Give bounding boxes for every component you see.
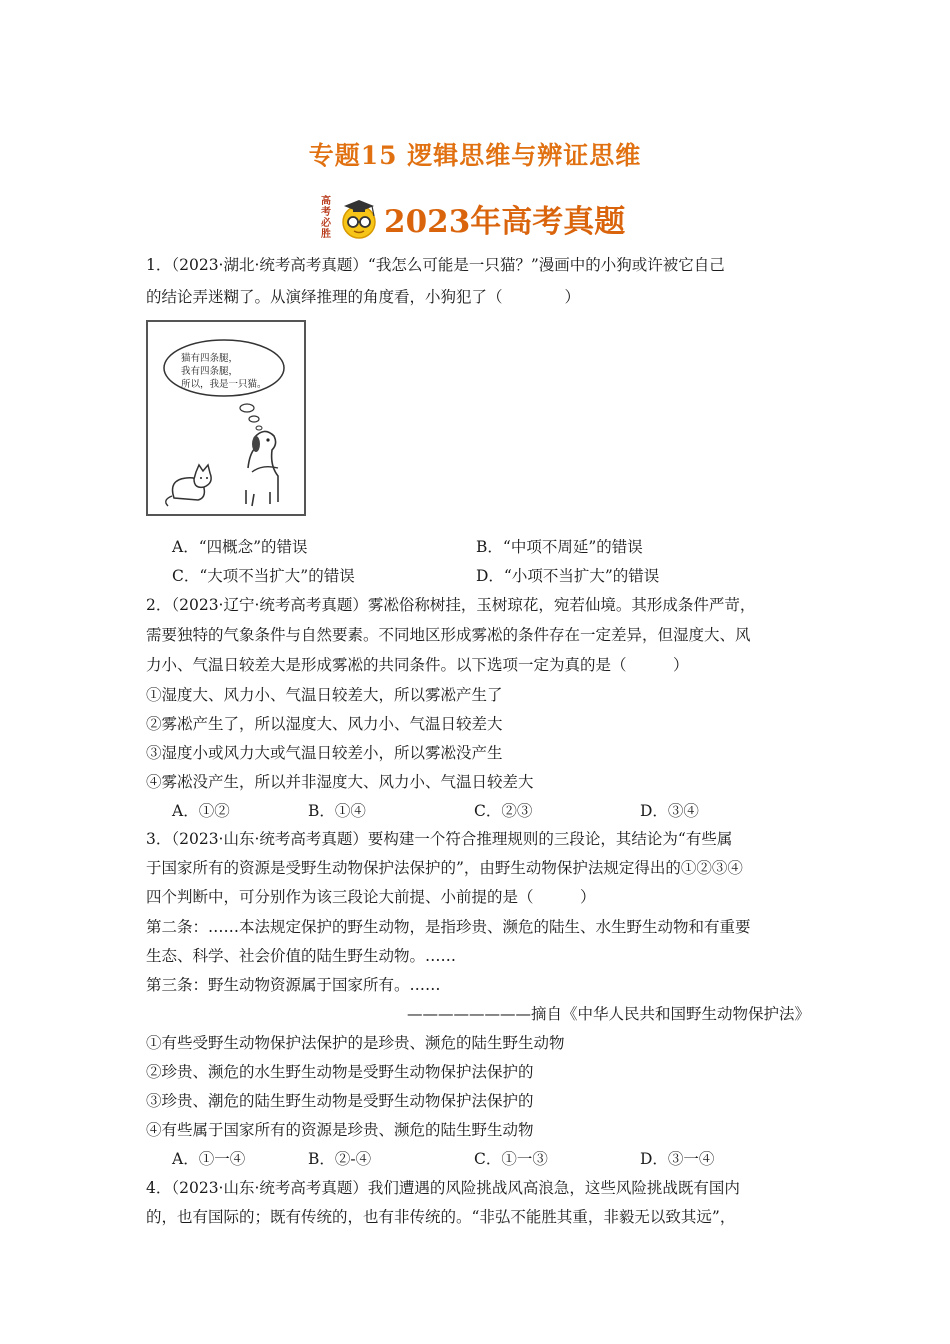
q4-stem-line2: 的，也有国际的；既有传统的，也有非传统的。“非弘不能胜其重，非毅无以致其远”，: [146, 1208, 736, 1226]
comic-drawing: [148, 322, 304, 514]
q3-item: ①有些受野生动物保护法保护的是珍贵、濒危的陆生野生动物: [146, 1034, 565, 1052]
mascot-icon: [336, 196, 382, 242]
banner-side-text: 高考必胜: [321, 196, 331, 240]
page-title: 专题15 逻辑思维与辨证思维: [308, 141, 642, 170]
section-banner: [320, 196, 640, 242]
q3-source: ————————摘自《中华人民共和国野生动物保护法》: [406, 1005, 810, 1023]
q3-stem-line1: 3．（2023·山东·统考高考真题）要构建一个符合推理规则的三段论，其结论为“有些属: [146, 830, 733, 848]
q4-stem-line1: 4．（2023·山东·统考高考真题）我们遭遇的风险挑战风高浪急，这些风险挑战既有国内: [146, 1179, 740, 1197]
bubble-line: 猫有四条腿，: [181, 353, 239, 364]
speech-bubble-text: [181, 352, 267, 391]
q3-stem-line2: 于国家所有的资源是受野生动物保护法保护的”，由野生动物保护法规定得出的①②③④: [146, 859, 743, 877]
q1-stem-line1: 1．（2023·湖北·统考高考真题）“我怎么可能是一只猫？”漫画中的小狗或许被它自己: [146, 256, 725, 274]
q3-item: ③珍贵、潮危的陆生野生动物是受野生动物保护法保护的: [146, 1092, 534, 1110]
q3-option-d[interactable]: D．③一④: [640, 1150, 715, 1168]
q1-option-a[interactable]: A．“四概念”的错误: [172, 538, 308, 556]
bubble-line: 我有四条腿，: [181, 366, 239, 377]
q1-option-b[interactable]: B．“中项不周延”的错误: [476, 538, 643, 556]
q3-option-b[interactable]: B．②-④: [308, 1150, 372, 1168]
banner-text: 2023年高考真题: [384, 204, 626, 240]
q2-option-a[interactable]: A．①②: [172, 802, 230, 820]
q2-item: ③湿度小或风力大或气温日较差小，所以雾凇没产生: [146, 744, 503, 762]
q3-law-article3: 第三条：野生动物资源属于国家所有。……: [146, 976, 441, 994]
q2-option-d[interactable]: D．③④: [640, 802, 699, 820]
q2-item: ④雾凇没产生，所以并非湿度大、风力小、气温日较差大: [146, 773, 534, 791]
q2-option-c[interactable]: C．②③: [474, 802, 533, 820]
q3-item: ②珍贵、濒危的水生野生动物是受野生动物保护法保护的: [146, 1063, 534, 1081]
comic-illustration: [146, 320, 306, 516]
q3-stem-line3: 四个判断中，可分别作为该三段论大前提、小前提的是（ ）: [146, 888, 596, 906]
q2-item: ①湿度大、风力小、气温日较差大，所以雾凇产生了: [146, 686, 503, 704]
q2-item: ②雾凇产生了，所以湿度大、风力小、气温日较差大: [146, 715, 503, 733]
q3-law-article2-line1: 第二条：……本法规定保护的野生动物，是指珍贵、濒危的陆生、水生野生动物和有重要: [146, 918, 751, 936]
q2-stem-line3: 力小、气温日较差大是形成雾凇的共同条件。以下选项一定为真的是（ ）: [146, 656, 689, 674]
q1-stem-line2: 的结论弄迷糊了。从演绎推理的角度看，小狗犯了（ ）: [146, 288, 581, 306]
q2-option-b[interactable]: B．①④: [308, 802, 366, 820]
q2-stem-line1: 2．（2023·辽宁·统考高考真题）雾凇俗称树挂，玉树琼花，宛若仙境。其形成条件严苛，: [146, 596, 756, 614]
q3-item: ④有些属于国家所有的资源是珍贵、濒危的陆生野生动物: [146, 1121, 534, 1139]
bubble-line: 所以，我是一只猫。: [181, 379, 267, 390]
q2-stem-line2: 需要独特的气象条件与自然要素。不同地区形成雾凇的条件存在一定差异，但湿度大、风: [146, 626, 751, 644]
q3-law-article2-line2: 生态、科学、社会价值的陆生野生动物。……: [146, 947, 457, 965]
q3-option-c[interactable]: C．①一③: [474, 1150, 548, 1168]
q1-option-d[interactable]: D．“小项不当扩大”的错误: [476, 567, 660, 585]
q1-option-c[interactable]: C．“大项不当扩大”的错误: [172, 567, 355, 585]
q3-option-a[interactable]: A．①一④: [172, 1150, 246, 1168]
